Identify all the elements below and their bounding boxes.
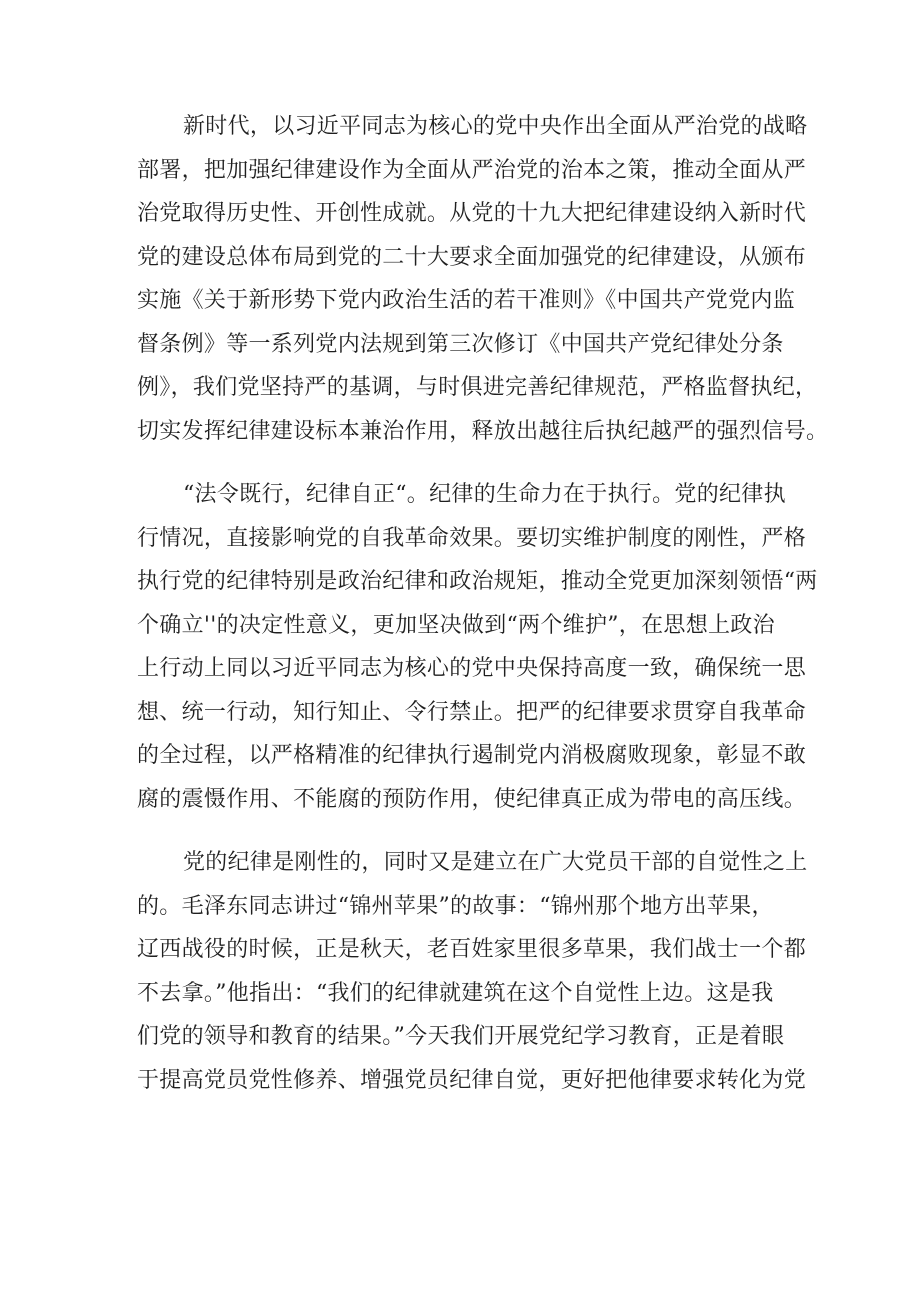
text-line: 的。毛泽东同志讲过“锦州苹果”的故事：“锦州那个地方出苹果， <box>137 893 774 919</box>
text-line: 党的纪律是刚性的，同时又是建立在广大党员干部的自觉性之上 <box>183 850 808 875</box>
text-line: 个确立''的决定性意义，更加坚决做到“两个维护”，在思想上政治 <box>137 612 775 638</box>
text-line: 督条例》等一系列党内法规到第三次修订《中国共产党纪律处分条 <box>137 331 784 357</box>
text-line: 想、统一行动，知行知止、令行禁止。把严的纪律要求贯穿自我革命 <box>137 699 807 725</box>
paragraph-3 <box>137 841 920 1102</box>
text-line: 治党取得历史性、开创性成就。从党的十九大把纪律建设纳入新时代 <box>137 201 807 226</box>
paragraph-1 <box>137 105 920 453</box>
text-line: 辽西战役的时候，正是秋天，老百姓家里很多草果，我们战士一个都 <box>137 937 807 962</box>
text-line: 们党的领导和教育的结果。”今天我们开展党纪学习教育，正是着眼 <box>137 1024 785 1049</box>
text-line: 执行党的纪律特别是政治纪律和政治规矩，推动全党更加深刻领悟“两 <box>137 569 818 594</box>
text-line: 腐的震慑作用、不能腐的预防作用，使纪律真正成为带电的高压线。 <box>137 786 807 812</box>
text-line: 于提高党员党性修养、增强党员纪律自觉，更好把他律要求转化为党 <box>137 1067 807 1093</box>
text-line: 新时代，以习近平同志为核心的党中央作出全面从严治党的战略 <box>183 114 808 139</box>
text-line: 例》，我们党坚持严的基调，与时俱进完善纪律规范，严格监督执纪， <box>137 375 818 400</box>
text-line: 切实发挥纪律建设标本兼治作用，释放出越往后执纪越严的强烈信号。 <box>137 418 829 444</box>
text-line: 行情况，直接影响党的自我革命效果。要切实维护制度的刚性，严格 <box>137 525 807 551</box>
text-line: 的全过程，以严格精准的纪律执行遏制党内消极腐败现象，彰显不敢 <box>137 743 807 768</box>
text-line: 部署，把加强纪律建设作为全面从严治党的治本之策，推动全面从严 <box>137 157 807 183</box>
text-line: 党的建设总体布局到党的二十大要求全面加强党的纪律建设，从颁布 <box>137 244 807 270</box>
text-line: “法令既行，纪律自正“。纪律的生命力在于执行。党的纪律执 <box>183 482 786 507</box>
paragraph-2 <box>137 473 920 821</box>
text-line: 不去拿。”他指出：“我们的纪律就建筑在这个自觉性上边。这是我 <box>137 980 774 1006</box>
text-line: 上行动上同以习近平同志为核心的党中央保持高度一致，确保统一思 <box>137 656 807 681</box>
text-line: 实施《关于新形势下党内政治生活的若干准则》《中国共产党党内监 <box>137 288 796 313</box>
